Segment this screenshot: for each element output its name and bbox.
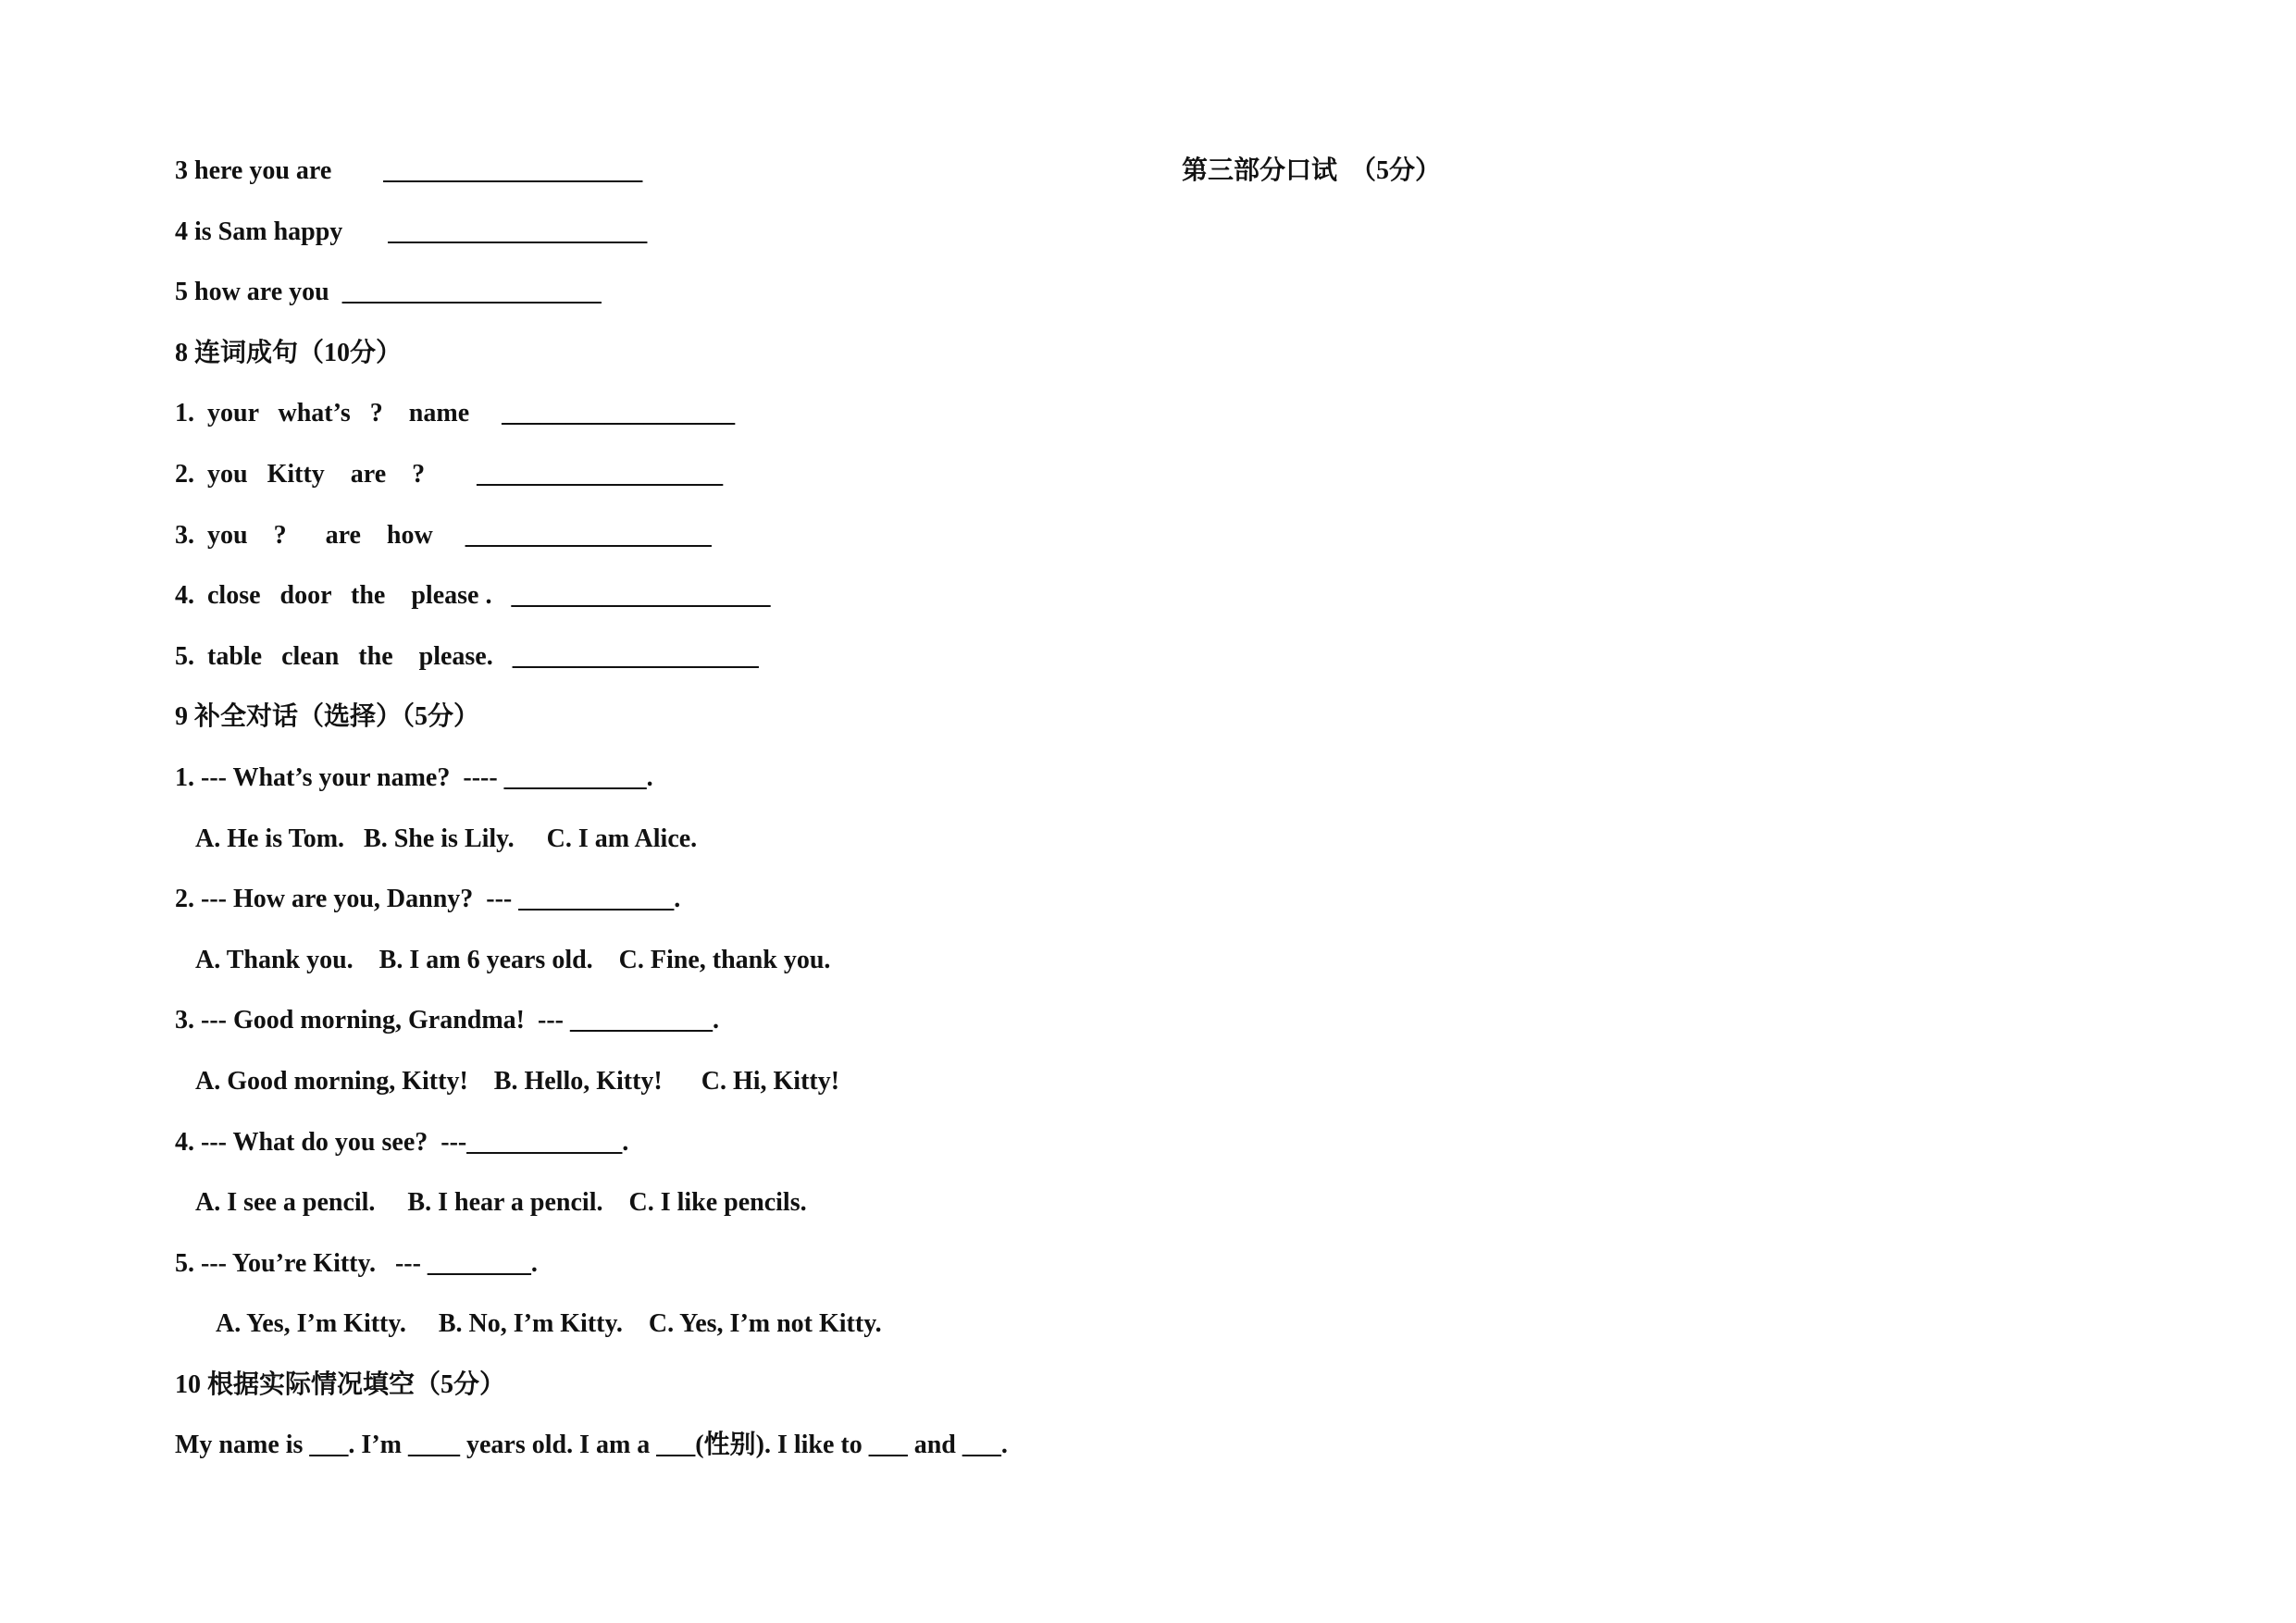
exam-line: 5. table clean the please. ___________________ <box>175 641 759 671</box>
exam-line: 1. --- What’s your name? ---- ___________. <box>175 762 653 792</box>
exam-line: 9 补全对话（选择）（5分） <box>175 702 480 732</box>
exam-line: My name is ___. I’m ____ years old. I am a ___(性别). I like to ___ and ___. <box>175 1431 1008 1460</box>
right-column <box>1182 148 2015 209</box>
exam-line: 3. --- Good morning, Grandma! --- ___________. <box>175 1006 719 1035</box>
exam-line: A. I see a pencil. B. I hear a pencil. C. I like pencils. <box>195 1188 807 1218</box>
left-column <box>175 148 1193 1483</box>
exam-line: 4 is Sam happy ____________________ <box>175 217 648 246</box>
exam-line: 3. you ? are how ___________________ <box>175 520 712 550</box>
exam-line: A. Yes, I’m Kitty. B. No, I’m Kitty. C. Yes, I’m not Kitty. <box>216 1309 882 1339</box>
section-title-oral-test: 第三部分口试 （5分） <box>1182 156 1442 185</box>
exam-line: 5 how are you ____________________ <box>175 278 602 307</box>
exam-line: 10 根据实际情况填空（5分） <box>175 1369 506 1399</box>
exam-line: 2. --- How are you, Danny? --- ____________. <box>175 885 681 914</box>
exam-line: 5. --- You’re Kitty. --- ________. <box>175 1248 538 1278</box>
exam-line: 4. --- What do you see? ---____________. <box>175 1127 629 1157</box>
exam-line: A. Thank you. B. I am 6 years old. C. Fine, thank you. <box>195 945 831 974</box>
exam-line: 2. you Kitty are ? ___________________ <box>175 459 724 489</box>
exam-line: A. Good morning, Kitty! B. Hello, Kitty! C. Hi, Kitty! <box>195 1066 840 1096</box>
exam-line: 4. close door the please . ____________________ <box>175 581 771 611</box>
exam-line: 1. your what’s ? name __________________ <box>175 399 736 428</box>
exam-line: 8 连词成句（10分） <box>175 338 403 367</box>
exam-line: A. He is Tom. B. She is Lily. C. I am Alice. <box>195 824 698 853</box>
exam-line: 3 here you are ____________________ <box>175 156 643 185</box>
